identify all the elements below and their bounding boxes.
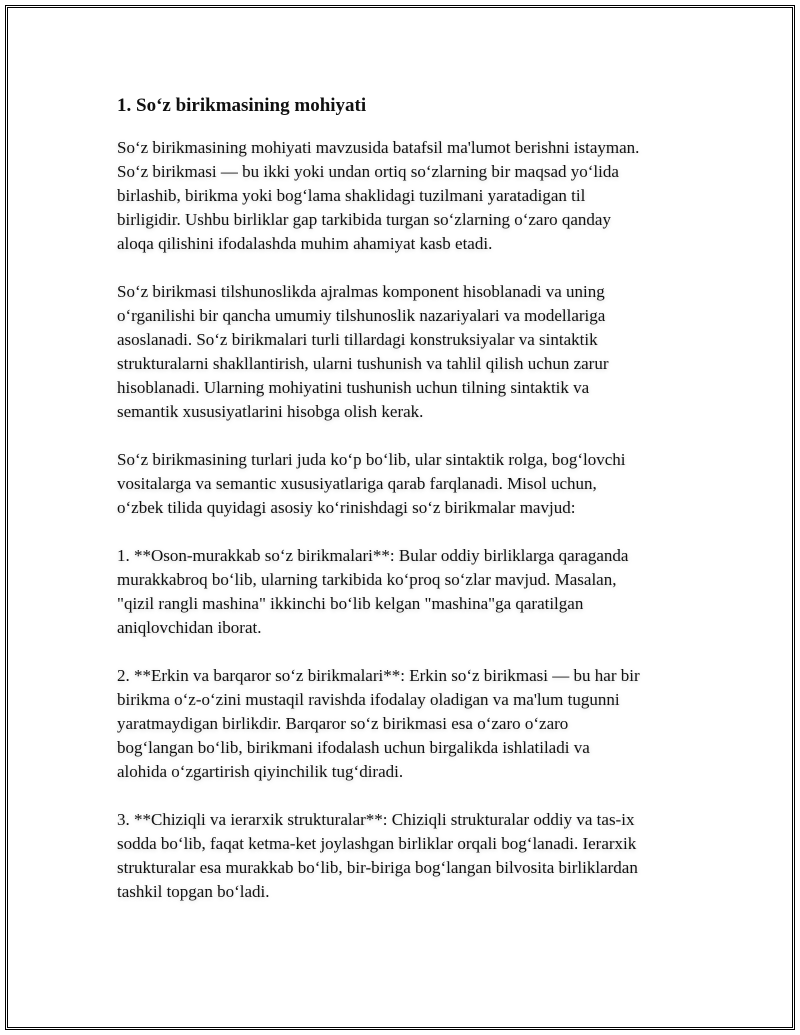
text-line: birikma o‘z-o‘zini mustaqil ravishda ifodalay oladigan va ma'lum tugunni	[117, 690, 620, 709]
paragraph-types	[117, 448, 697, 520]
text-line: asoslanadi. So‘z birikmalari turli tillardagi konstruksiyalar va sintaktik	[117, 330, 598, 349]
list-item-1	[117, 544, 697, 640]
text-line: hisoblanadi. Ularning mohiyatini tushunish uchun tilning sintaktik va	[117, 378, 590, 397]
text-line: "qizil rangli mashina" ikkinchi bo‘lib kelgan "mashina"ga qaratilgan	[117, 594, 584, 613]
text-line: o‘zbek tilida quyidagi asosiy ko‘rinishdagi so‘z birikmalar mavjud:	[117, 498, 576, 517]
text-line: So‘z birikmasining turlari juda ko‘p bo‘lib, ular sintaktik rolga, bog‘lovchi	[117, 450, 626, 469]
paragraph-linguistics	[117, 280, 697, 424]
text-line: vositalarga va semantic xususiyatlariga qarab farqlanadi. Misol uchun,	[117, 474, 597, 493]
text-line: 1. **Oson-murakkab so‘z birikmalari**: Bular oddiy birliklarga qaraganda	[117, 546, 629, 565]
text-line: tashkil topgan bo‘ladi.	[117, 882, 270, 901]
text-line: yaratmaydigan birlikdir. Barqaror so‘z birikmasi esa o‘zaro o‘zaro	[117, 714, 569, 733]
list-item-3	[117, 808, 697, 904]
text-line: birligidir. Ushbu birliklar gap tarkibida turgan so‘zlarning o‘zaro qanday	[117, 210, 611, 229]
text-line: 3. **Chiziqli va ierarxik strukturalar**: Chiziqli strukturalar oddiy va tas-ix	[117, 810, 635, 829]
text-line: aniqlovchidan iborat.	[117, 618, 262, 637]
paragraph-definition	[117, 136, 697, 256]
text-line: So‘z birikmasi tilshunoslikda ajralmas komponent hisoblanadi va uning	[117, 282, 605, 301]
document-body	[117, 92, 697, 928]
text-line: birlashib, birikma yoki bog‘lama shaklidagi tuzilmani yaratadigan til	[117, 186, 586, 205]
text-line: alohida o‘zgartirish qiyinchilik tug‘diradi.	[117, 762, 404, 781]
list-item-2	[117, 664, 697, 784]
text-line: bog‘langan bo‘lib, birikmani ifodalash uchun birgalikda ishlatiladi va	[117, 738, 590, 757]
text-line: semantik xususiyatlarini hisobga olish kerak.	[117, 402, 424, 421]
section-heading: 1. So‘z birikmasining mohiyati	[117, 95, 367, 116]
text-line: sodda bo‘lib, faqat ketma-ket joylashgan birliklar orqali bog‘lanadi. Ierarxik	[117, 834, 637, 853]
text-line: 2. **Erkin va barqaror so‘z birikmalari**: Erkin so‘z birikmasi — bu har bir	[117, 666, 640, 685]
text-line: strukturalarni shakllantirish, ularni tushunish va tahlil qilish uchun zarur	[117, 354, 609, 373]
text-line: So‘z birikmasi — bu ikki yoki undan ortiq so‘zlarning bir maqsad yo‘lida	[117, 162, 619, 181]
text-line: aloqa qilishini ifodalashda muhim ahamiyat kasb etadi.	[117, 234, 493, 253]
text-line: So‘z birikmasining mohiyati mavzusida batafsil ma'lumot berishni istayman.	[117, 138, 640, 157]
text-line: o‘rganilishi bir qancha umumiy tilshunoslik nazariyalari va modellariga	[117, 306, 606, 325]
text-line: murakkabroq bo‘lib, ularning tarkibida ko‘proq so‘zlar mavjud. Masalan,	[117, 570, 617, 589]
text-line: strukturalar esa murakkab bo‘lib, bir-biriga bog‘langan bilvosita birliklardan	[117, 858, 638, 877]
